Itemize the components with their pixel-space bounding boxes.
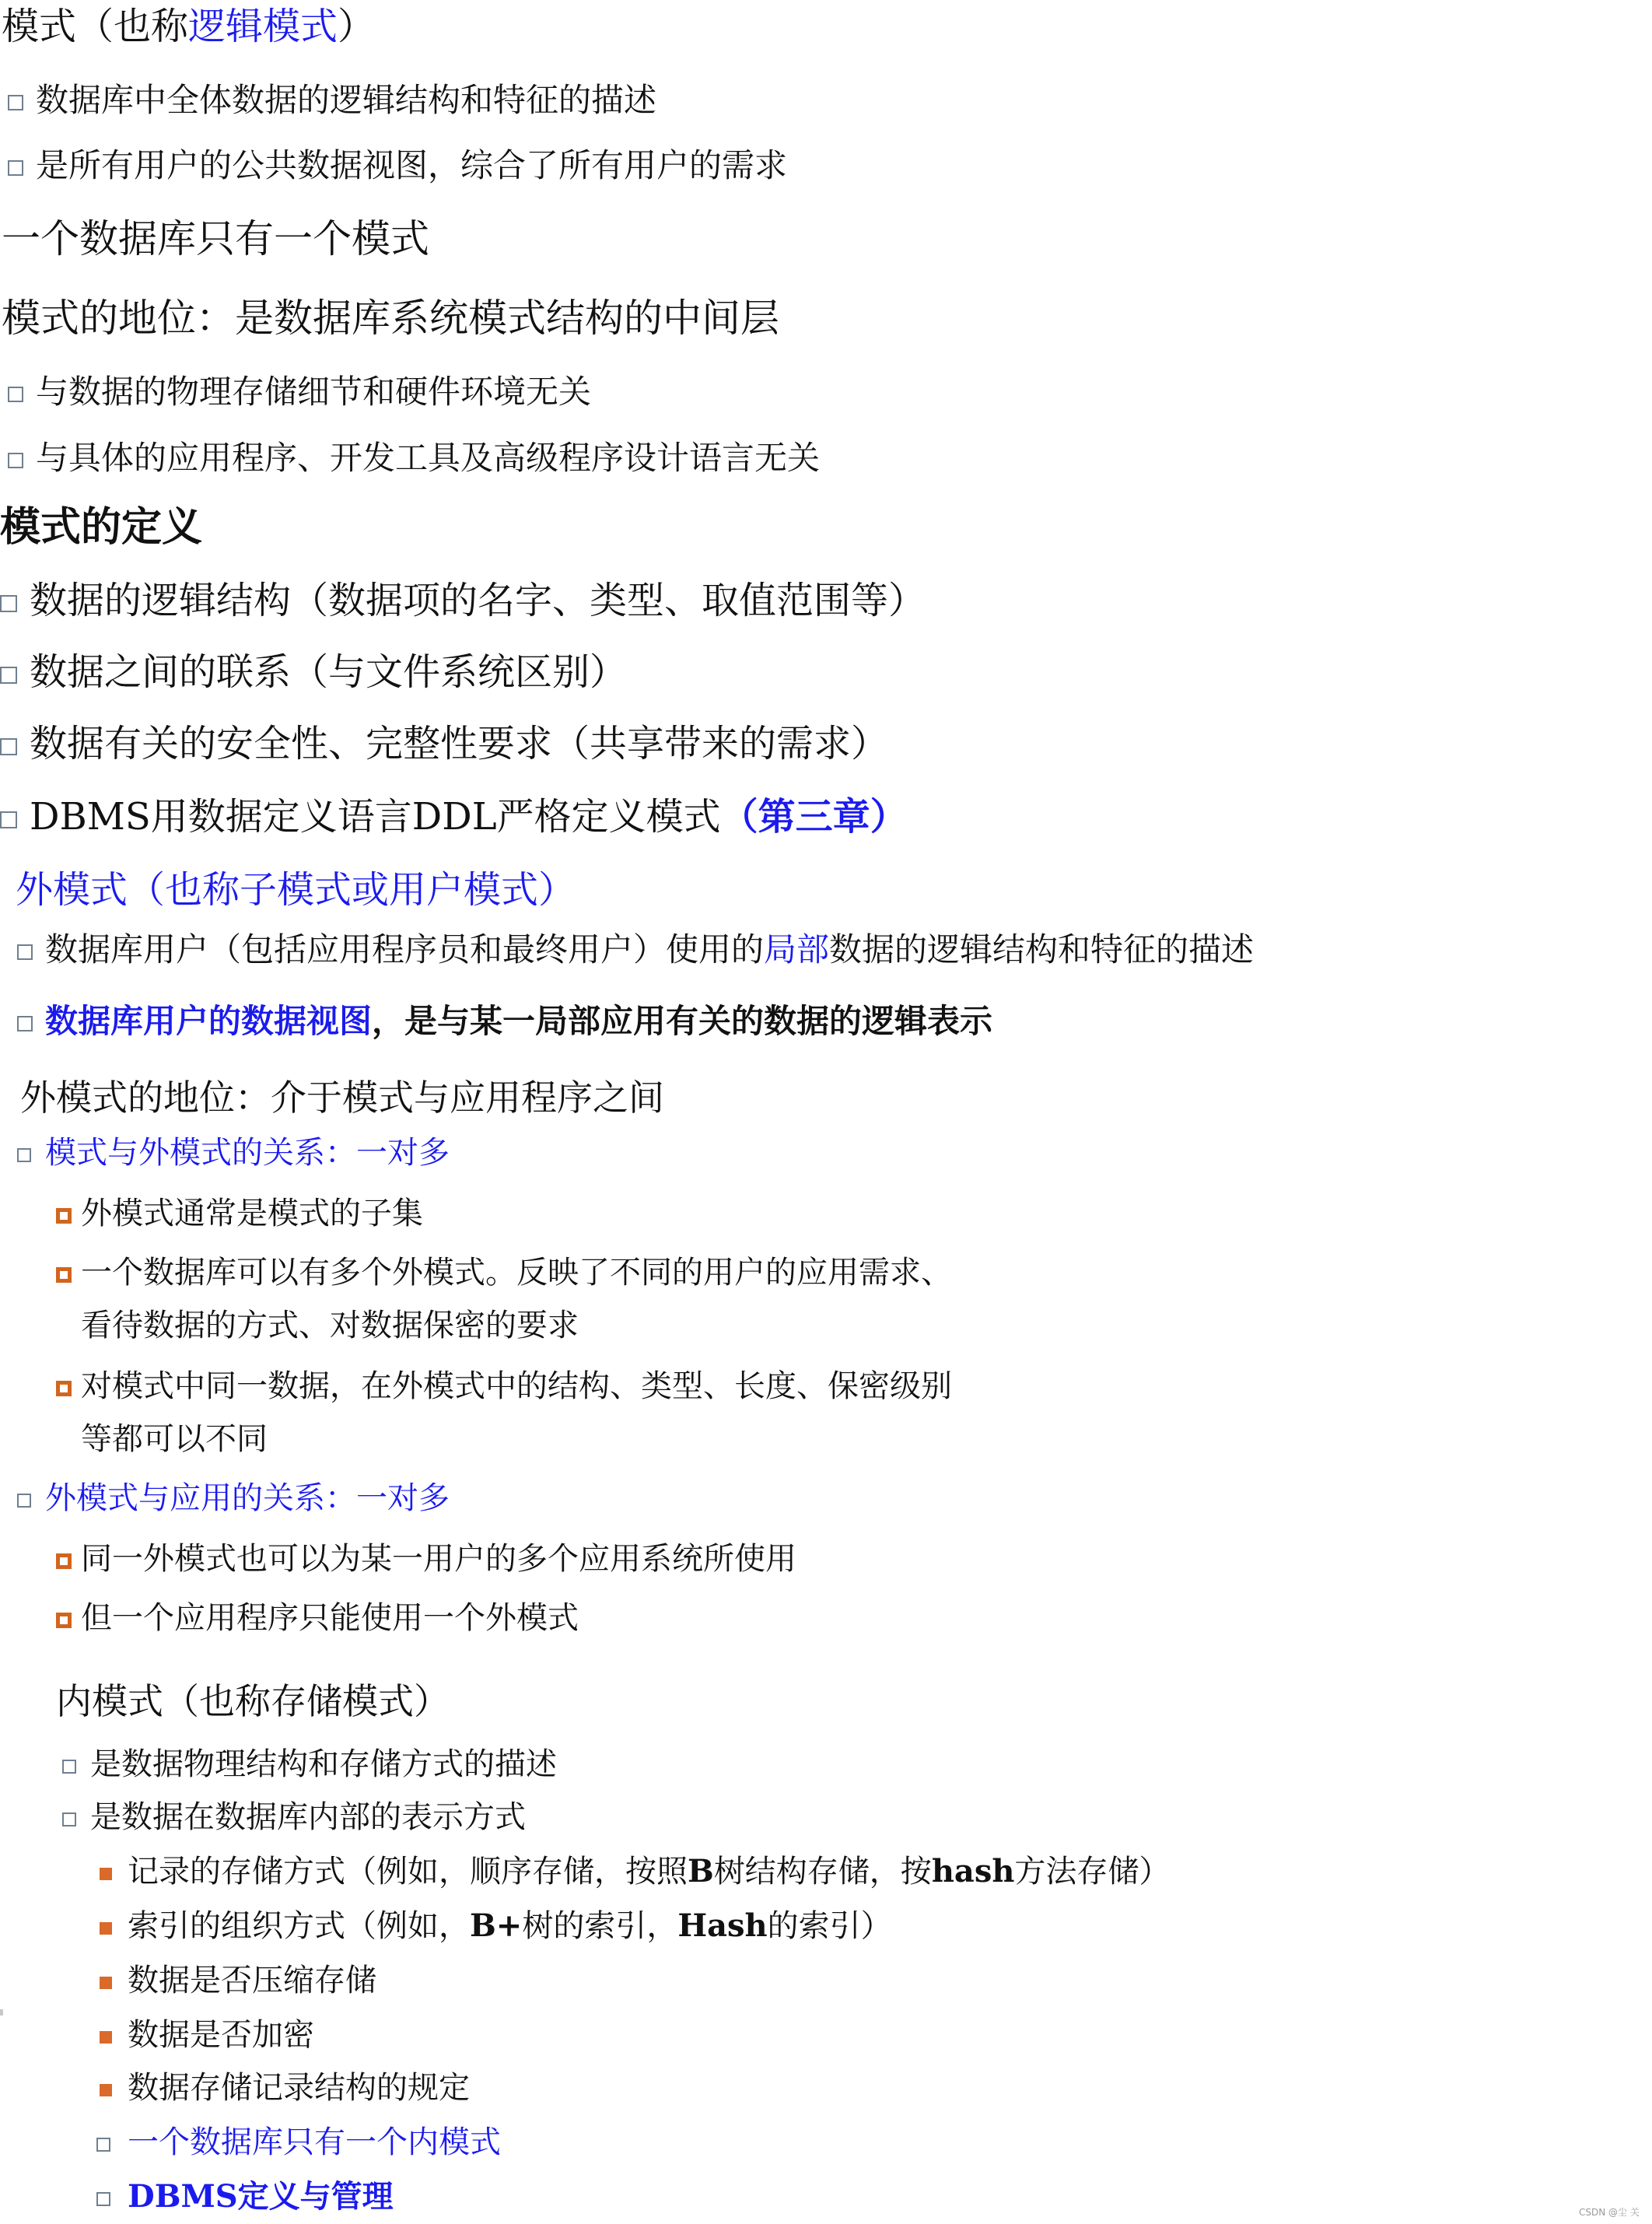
filled-square-bullet-icon <box>100 1922 112 1935</box>
hollow-square-bullet-icon <box>0 811 17 828</box>
list-item: 数据库中全体数据的逻辑结构和特征的描述 <box>8 84 656 117</box>
list-item: 是数据在数据库内部的表示方式 <box>62 1802 526 1833</box>
hollow-square-bullet-icon <box>96 2138 110 2152</box>
hollow-square-bullet-icon <box>0 595 17 612</box>
filled-square-bullet-icon <box>100 1977 112 1989</box>
list-item: 与具体的应用程序、开发工具及高级程序设计语言无关 <box>8 442 820 475</box>
hollow-square-bullet-icon <box>0 667 17 684</box>
chapter-three-link[interactable]: （第三章） <box>720 795 908 839</box>
list-item: 数据是否压缩存储 <box>100 1965 376 1996</box>
list-item: 数据库用户的数据视图，是与某一局部应用有关的数据的逻辑表示 <box>17 1005 992 1038</box>
one-internal-schema-link[interactable]: 一个数据库只有一个内模式 <box>128 2124 501 2160</box>
dbms-definition-link[interactable]: DBMS定义与管理 <box>128 2178 394 2215</box>
list-item: 数据之间的联系（与文件系统区别） <box>0 653 627 691</box>
list-item: 但一个应用程序只能使用一个外模式 <box>56 1602 579 1634</box>
external-schema-title: 外模式（也称子模式或用户模式） <box>16 868 576 912</box>
filled-square-bullet-icon <box>100 2084 112 2096</box>
hollow-square-bullet-icon <box>17 1016 33 1031</box>
hollow-square-bullet-icon <box>8 387 23 402</box>
orange-square-bullet-icon <box>56 1613 72 1628</box>
orange-square-bullet-icon <box>56 1208 72 1224</box>
hollow-square-bullet-icon <box>62 1760 76 1774</box>
hollow-square-bullet-icon <box>17 1148 31 1162</box>
orange-square-bullet-icon <box>56 1267 72 1283</box>
list-item: 同一外模式也可以为某一用户的多个应用系统所使用 <box>56 1543 796 1574</box>
list-item: 索引的组织方式（例如，B+树的索引，Hash的索引） <box>100 1911 892 1942</box>
list-item: 数据存储记录结构的规定 <box>100 2072 470 2103</box>
user-data-view-link[interactable]: 数据库用户的数据视图 <box>45 1002 373 1040</box>
list-item: DBMS用数据定义语言DDL严格定义模式（第三章） <box>0 798 908 835</box>
local-link[interactable]: 局部 <box>764 930 830 968</box>
hollow-square-bullet-icon <box>96 2192 110 2206</box>
hollow-square-bullet-icon <box>0 738 17 755</box>
relation-title: 模式与外模式的关系：一对多 <box>17 1137 450 1168</box>
hollow-square-bullet-icon <box>8 453 23 468</box>
logical-schema-link[interactable]: 逻辑模式 <box>188 5 338 48</box>
list-item: 记录的存储方式（例如，顺序存储，按照B树结构存储，按hash方法存储） <box>100 1856 1170 1887</box>
one-schema-statement: 一个数据库只有一个模式 <box>2 216 429 261</box>
list-item: 是数据物理结构和存储方式的描述 <box>62 1749 557 1780</box>
footer-credit: CSDN @尘 关 <box>1579 2207 1640 2218</box>
orange-square-bullet-icon <box>56 1553 72 1569</box>
hollow-square-bullet-icon <box>62 1812 76 1826</box>
orange-square-bullet-icon <box>56 1381 72 1396</box>
list-item: 数据有关的安全性、完整性要求（共享带来的需求） <box>0 725 888 762</box>
list-item: 外模式通常是模式的子集 <box>56 1198 423 1229</box>
filled-square-bullet-icon <box>100 2031 112 2044</box>
list-item: 数据的逻辑结构（数据项的名字、类型、取值范围等） <box>0 582 926 619</box>
schema-heading: 模式（也称逻辑模式） <box>2 5 376 48</box>
external-schema-status-title: 外模式的地位：介于模式与应用程序之间 <box>20 1077 664 1119</box>
hollow-square-bullet-icon <box>8 160 23 176</box>
list-item <box>96 2124 501 2160</box>
list-item-continuation: 看待数据的方式、对数据保密的要求 <box>81 1308 579 1343</box>
filled-square-bullet-icon <box>100 1868 112 1880</box>
list-item-continuation: 等都可以不同 <box>81 1421 268 1457</box>
list-item: 数据是否加密 <box>100 2019 314 2051</box>
internal-schema-title: 内模式（也称存储模式） <box>56 1680 450 1722</box>
hollow-square-bullet-icon <box>8 95 23 110</box>
list-item: 与数据的物理存储细节和硬件环境无关 <box>8 376 591 408</box>
list-item: 是所有用户的公共数据视图，综合了所有用户的需求 <box>8 149 787 182</box>
list-item: 对模式中同一数据，在外模式中的结构、类型、长度、保密级别 <box>56 1371 952 1402</box>
schema-status-title: 模式的地位：是数据库系统模式结构的中间层 <box>2 296 779 341</box>
list-item <box>96 2178 394 2215</box>
relation-title: 外模式与应用的关系：一对多 <box>17 1483 450 1514</box>
schema-definition-title: 模式的定义 <box>0 503 203 551</box>
list-item: 一个数据库可以有多个外模式。反映了不同的用户的应用需求、 <box>56 1257 952 1288</box>
hollow-square-bullet-icon <box>17 1494 31 1508</box>
hollow-square-bullet-icon <box>17 944 33 960</box>
left-edge-mark <box>0 2009 3 2016</box>
list-item: 数据库用户（包括应用程序员和最终用户）使用的局部数据的逻辑结构和特征的描述 <box>17 933 1254 966</box>
